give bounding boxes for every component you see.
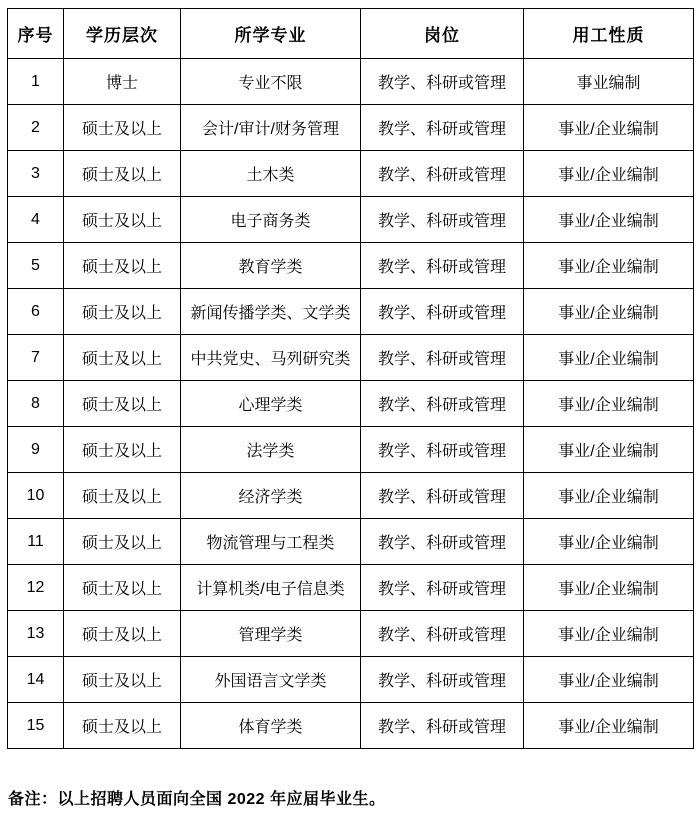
table-row <box>8 657 694 703</box>
cell-row-number: 12 <box>8 565 64 611</box>
cell-major: 专业不限 <box>181 59 361 105</box>
column-header-row-number: 序号 <box>8 9 64 59</box>
cell-employment-type: 事业/企业编制 <box>524 611 694 657</box>
cell-education-level: 硕士及以上 <box>64 289 181 335</box>
cell-row-number: 9 <box>8 427 64 473</box>
table-row <box>8 703 694 749</box>
cell-row-number: 13 <box>8 611 64 657</box>
table-row <box>8 335 694 381</box>
cell-major: 会计/审计/财务管理 <box>181 105 361 151</box>
cell-position: 教学、科研或管理 <box>361 289 524 335</box>
cell-employment-type: 事业/企业编制 <box>524 105 694 151</box>
recruitment-table <box>7 8 694 749</box>
cell-education-level: 硕士及以上 <box>64 657 181 703</box>
cell-major: 教育学类 <box>181 243 361 289</box>
cell-position: 教学、科研或管理 <box>361 105 524 151</box>
cell-employment-type: 事业编制 <box>524 59 694 105</box>
cell-position: 教学、科研或管理 <box>361 151 524 197</box>
cell-major: 心理学类 <box>181 381 361 427</box>
cell-education-level: 硕士及以上 <box>64 473 181 519</box>
cell-major: 经济学类 <box>181 473 361 519</box>
cell-major: 计算机类/电子信息类 <box>181 565 361 611</box>
cell-employment-type: 事业/企业编制 <box>524 151 694 197</box>
table-row <box>8 381 694 427</box>
cell-row-number: 15 <box>8 703 64 749</box>
cell-row-number: 2 <box>8 105 64 151</box>
cell-position: 教学、科研或管理 <box>361 59 524 105</box>
table-body <box>8 59 694 749</box>
table-row <box>8 197 694 243</box>
cell-employment-type: 事业/企业编制 <box>524 427 694 473</box>
cell-row-number: 8 <box>8 381 64 427</box>
cell-major: 法学类 <box>181 427 361 473</box>
column-header-employment-type: 用工性质 <box>524 9 694 59</box>
cell-position: 教学、科研或管理 <box>361 197 524 243</box>
cell-employment-type: 事业/企业编制 <box>524 657 694 703</box>
cell-row-number: 14 <box>8 657 64 703</box>
cell-position: 教学、科研或管理 <box>361 381 524 427</box>
cell-row-number: 6 <box>8 289 64 335</box>
cell-position: 教学、科研或管理 <box>361 243 524 289</box>
cell-position: 教学、科研或管理 <box>361 657 524 703</box>
cell-major: 中共党史、马列研究类 <box>181 335 361 381</box>
cell-employment-type: 事业/企业编制 <box>524 197 694 243</box>
table-header-row <box>8 9 694 59</box>
cell-education-level: 硕士及以上 <box>64 105 181 151</box>
cell-employment-type: 事业/企业编制 <box>524 289 694 335</box>
cell-education-level: 硕士及以上 <box>64 427 181 473</box>
cell-education-level: 硕士及以上 <box>64 381 181 427</box>
cell-major: 电子商务类 <box>181 197 361 243</box>
table-row <box>8 565 694 611</box>
table-row <box>8 473 694 519</box>
cell-position: 教学、科研或管理 <box>361 519 524 565</box>
cell-row-number: 10 <box>8 473 64 519</box>
cell-row-number: 11 <box>8 519 64 565</box>
table-row <box>8 243 694 289</box>
cell-position: 教学、科研或管理 <box>361 427 524 473</box>
cell-major: 外国语言文学类 <box>181 657 361 703</box>
table-row <box>8 611 694 657</box>
table-row <box>8 105 694 151</box>
cell-education-level: 硕士及以上 <box>64 703 181 749</box>
cell-position: 教学、科研或管理 <box>361 611 524 657</box>
footnote: 备注：以上招聘人员面向全国 2022 年应届毕业生。 <box>8 791 386 808</box>
cell-employment-type: 事业/企业编制 <box>524 473 694 519</box>
cell-position: 教学、科研或管理 <box>361 335 524 381</box>
cell-major: 土木类 <box>181 151 361 197</box>
cell-education-level: 硕士及以上 <box>64 519 181 565</box>
cell-row-number: 5 <box>8 243 64 289</box>
cell-major: 体育学类 <box>181 703 361 749</box>
cell-row-number: 4 <box>8 197 64 243</box>
cell-employment-type: 事业/企业编制 <box>524 519 694 565</box>
cell-position: 教学、科研或管理 <box>361 703 524 749</box>
table-row <box>8 519 694 565</box>
cell-position: 教学、科研或管理 <box>361 473 524 519</box>
table-row <box>8 289 694 335</box>
cell-major: 物流管理与工程类 <box>181 519 361 565</box>
table-row <box>8 151 694 197</box>
cell-employment-type: 事业/企业编制 <box>524 381 694 427</box>
cell-education-level: 硕士及以上 <box>64 197 181 243</box>
cell-employment-type: 事业/企业编制 <box>524 335 694 381</box>
cell-position: 教学、科研或管理 <box>361 565 524 611</box>
cell-row-number: 7 <box>8 335 64 381</box>
cell-education-level: 硕士及以上 <box>64 151 181 197</box>
cell-education-level: 硕士及以上 <box>64 611 181 657</box>
cell-employment-type: 事业/企业编制 <box>524 565 694 611</box>
cell-row-number: 1 <box>8 59 64 105</box>
cell-employment-type: 事业/企业编制 <box>524 243 694 289</box>
cell-major: 新闻传播学类、文学类 <box>181 289 361 335</box>
cell-education-level: 博士 <box>64 59 181 105</box>
table-row <box>8 59 694 105</box>
column-header-position: 岗位 <box>361 9 524 59</box>
column-header-major: 所学专业 <box>181 9 361 59</box>
table-row <box>8 427 694 473</box>
cell-employment-type: 事业/企业编制 <box>524 703 694 749</box>
cell-education-level: 硕士及以上 <box>64 243 181 289</box>
cell-row-number: 3 <box>8 151 64 197</box>
cell-major: 管理学类 <box>181 611 361 657</box>
column-header-education-level: 学历层次 <box>64 9 181 59</box>
cell-education-level: 硕士及以上 <box>64 335 181 381</box>
cell-education-level: 硕士及以上 <box>64 565 181 611</box>
